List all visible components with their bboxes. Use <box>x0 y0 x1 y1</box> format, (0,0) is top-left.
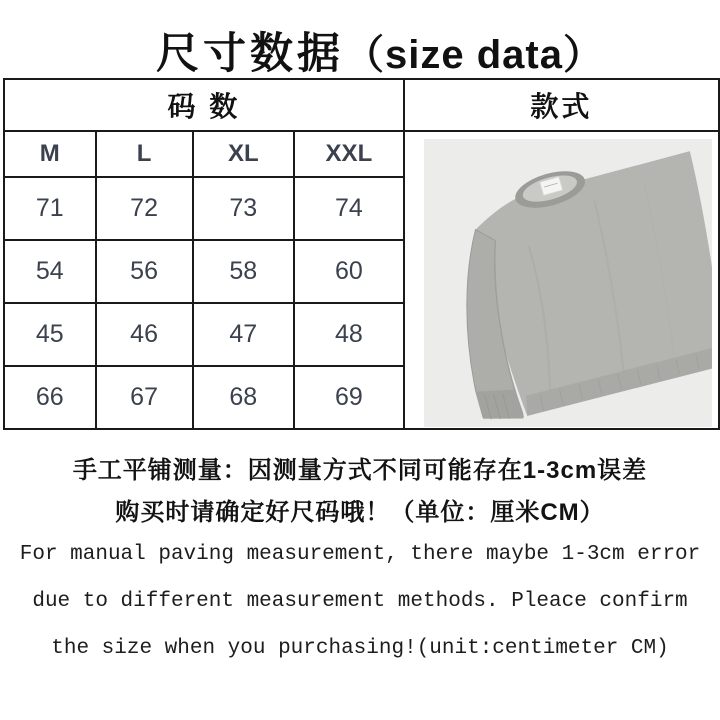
size-value: 60 <box>294 240 404 303</box>
size-table <box>3 78 720 430</box>
note-measurement-zh: 手工平铺测量：因测量方式不同可能存在1-3cm误差 <box>72 457 648 484</box>
size-value: 71 <box>4 177 96 240</box>
note-measurement-en-line2: due to different measurement methods. Pleace confirm <box>32 590 688 613</box>
size-value: 46 <box>96 303 193 366</box>
size-value: 68 <box>193 366 294 429</box>
size-value: 66 <box>4 366 96 429</box>
note-confirm-size-zh: 购买时请确定好尺码哦！（单位：厘米CM） <box>115 499 605 526</box>
page-title-chinese: 尺寸数据 <box>156 30 345 78</box>
size-value: 47 <box>193 303 294 366</box>
style-photo-cell <box>404 131 719 429</box>
size-group-header: 码 数 <box>4 79 404 131</box>
sweatshirt-photo <box>424 139 712 427</box>
sweatshirt-illustration <box>424 139 712 427</box>
size-value: 69 <box>294 366 404 429</box>
size-col-m: M <box>4 131 96 177</box>
size-value: 58 <box>193 240 294 303</box>
table-header-row <box>4 79 719 131</box>
size-col-xxl: XXL <box>294 131 404 177</box>
size-value: 54 <box>4 240 96 303</box>
page-title <box>0 20 720 81</box>
size-value: 56 <box>96 240 193 303</box>
note-measurement-en-line1: For manual paving measurement, there maybe 1-3cm error <box>19 543 701 566</box>
style-column-header: 款式 <box>404 79 719 131</box>
size-columns-row <box>4 131 719 177</box>
size-value: 67 <box>96 366 193 429</box>
size-value: 74 <box>294 177 404 240</box>
page-title-english: （size data） <box>344 33 604 77</box>
size-col-l: L <box>96 131 193 177</box>
size-col-xl: XL <box>193 131 294 177</box>
size-value: 48 <box>294 303 404 366</box>
note-measurement-en-line3: the size when you purchasing!(unit:centimeter CM) <box>51 637 669 660</box>
size-value: 72 <box>96 177 193 240</box>
size-value: 45 <box>4 303 96 366</box>
size-value: 73 <box>193 177 294 240</box>
